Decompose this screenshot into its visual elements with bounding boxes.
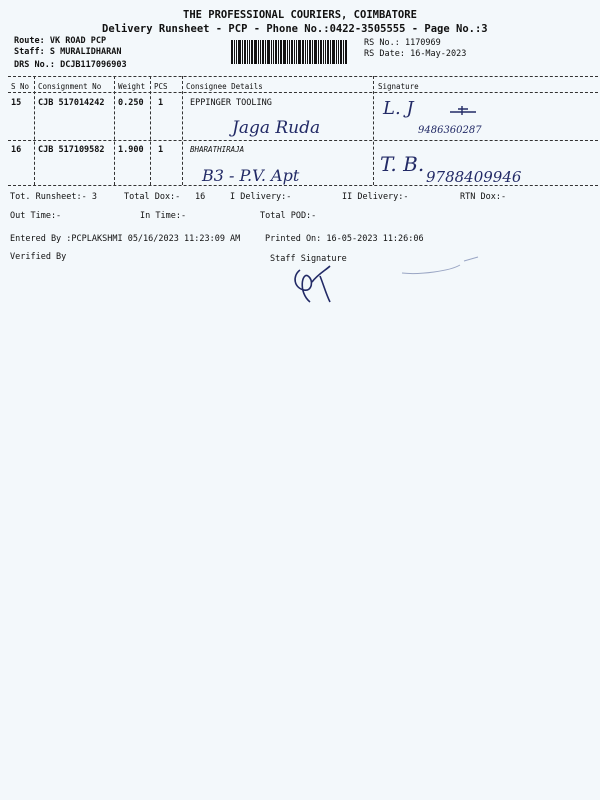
- col-divider: [373, 76, 374, 185]
- col-divider: [150, 76, 151, 185]
- barcode-bar: [265, 40, 266, 64]
- barcode-bar: [320, 40, 322, 64]
- staff-signature-label: Staff Signature: [270, 254, 347, 264]
- barcode-bar: [309, 40, 311, 64]
- row-sno: 15: [11, 98, 22, 108]
- staff-line: Staff: S MURALIDHARAN: [14, 47, 122, 57]
- barcode-bar: [251, 40, 253, 64]
- barcode-bar: [236, 40, 237, 64]
- barcode-bar: [318, 40, 319, 64]
- i-delivery: I Delivery:-: [230, 192, 292, 202]
- barcode-bar: [336, 40, 337, 64]
- col-divider: [182, 76, 183, 185]
- barcode-bar: [345, 40, 347, 64]
- handwritten-address: B3 - P.V. Apt: [202, 166, 300, 185]
- barcode-bar: [275, 40, 277, 64]
- row-pcs: 1: [158, 98, 164, 108]
- barcode-bar: [287, 40, 288, 64]
- table-top-rule: [8, 76, 598, 77]
- total-pod: Total POD:-: [260, 211, 317, 221]
- barcode-bar: [254, 40, 257, 64]
- rs-no-line: RS No.: 1170969: [364, 38, 441, 48]
- barcode-bar: [307, 40, 308, 64]
- barcode-bar: [247, 40, 248, 64]
- out-time: Out Time:-: [10, 211, 62, 221]
- barcode-bar: [234, 40, 235, 64]
- row-consignment: CJB 517109582: [38, 145, 105, 155]
- in-time: In Time:-: [140, 211, 187, 221]
- header-consignment: Consignment No: [38, 82, 102, 91]
- barcode-bar: [330, 40, 331, 64]
- barcode-bar: [312, 40, 313, 64]
- barcode-bar: [267, 40, 270, 64]
- rs-date-line: RS Date: 16-May-2023: [364, 49, 467, 59]
- barcode-bar: [325, 40, 326, 64]
- barcode-bar: [249, 40, 250, 64]
- header-consignee: Consignee Details: [186, 82, 263, 91]
- barcode-bar: [242, 40, 243, 64]
- barcode-bar: [338, 40, 339, 64]
- staff-signature-icon: [290, 262, 340, 307]
- drs-line: DRS No.: DCJB117096903: [14, 60, 127, 70]
- col-divider: [34, 76, 35, 185]
- header-weight: Weight: [118, 82, 146, 91]
- handwritten-signature: L. J: [383, 98, 414, 119]
- barcode-bar: [302, 40, 304, 64]
- handwritten-phone: 9486360287: [418, 125, 482, 136]
- row-weight: 0.250: [118, 98, 144, 108]
- barcode-bar: [289, 40, 290, 64]
- signature-squiggle-icon: [448, 104, 480, 118]
- entered-by: Entered By :PCPLAKSHMI 05/16/2023 11:23:09 AM: [10, 234, 241, 244]
- verified-by: Verified By: [10, 252, 67, 262]
- row-consignee: EPPINGER TOOLING: [190, 98, 272, 108]
- barcode-bar: [298, 40, 301, 64]
- barcode-image: [231, 40, 359, 64]
- barcode-bar: [343, 40, 344, 64]
- header-pcs: PCS: [154, 82, 168, 91]
- row-consignee: BHARATHIRAJA: [190, 145, 245, 154]
- handwritten-signature: T. B.: [380, 152, 425, 176]
- rtn-dox: RTN Dox:-: [460, 192, 507, 202]
- route-line: Route: VK ROAD PCP: [14, 36, 107, 46]
- barcode-bar: [327, 40, 329, 64]
- table-header-rule: [8, 92, 598, 93]
- barcode-bar: [271, 40, 272, 64]
- row-pcs: 1: [158, 145, 164, 155]
- printed-on: Printed On: 16-05-2023 11:26:06: [265, 234, 424, 244]
- barcode-bar: [258, 40, 259, 64]
- company-title: THE PROFESSIONAL COURIERS, COIMBATORE: [183, 9, 417, 21]
- barcode-bar: [314, 40, 317, 64]
- header-signature: Signature: [378, 82, 419, 91]
- barcode-bar: [238, 40, 241, 64]
- ii-delivery: II Delivery:-: [342, 192, 409, 202]
- barcode-bar: [291, 40, 293, 64]
- tot-runsheet: Tot. Runsheet:- 3: [10, 192, 97, 202]
- table-row-rule: [8, 140, 598, 141]
- barcode-bar: [294, 40, 295, 64]
- total-dox-label: Total Dox:-: [124, 192, 181, 202]
- row-weight: 1.900: [118, 145, 144, 155]
- barcode-bar: [280, 40, 282, 64]
- barcode-bar: [305, 40, 306, 64]
- barcode-bar: [340, 40, 342, 64]
- header-sno: S No: [11, 82, 30, 91]
- row-sno: 16: [11, 145, 22, 155]
- handwritten-receiver-name: Jaga Ruda: [232, 118, 321, 138]
- handwritten-phone: 9788409946: [426, 168, 522, 186]
- col-divider: [114, 76, 115, 185]
- barcode-bar: [323, 40, 324, 64]
- barcode-bar: [283, 40, 286, 64]
- barcode-bar: [332, 40, 335, 64]
- stray-pen-stroke-icon: [400, 255, 480, 277]
- barcode-bar: [278, 40, 279, 64]
- barcode-bar: [231, 40, 233, 64]
- row-consignment: CJB 517014242: [38, 98, 105, 108]
- barcode-bar: [260, 40, 261, 64]
- total-dox-value: 16: [195, 192, 206, 202]
- barcode-bar: [296, 40, 297, 64]
- barcode-bar: [244, 40, 246, 64]
- runsheet-subtitle: Delivery Runsheet - PCP - Phone No.:0422-3505555 - Page No.:3: [102, 23, 488, 35]
- barcode-bar: [262, 40, 264, 64]
- barcode-bar: [273, 40, 274, 64]
